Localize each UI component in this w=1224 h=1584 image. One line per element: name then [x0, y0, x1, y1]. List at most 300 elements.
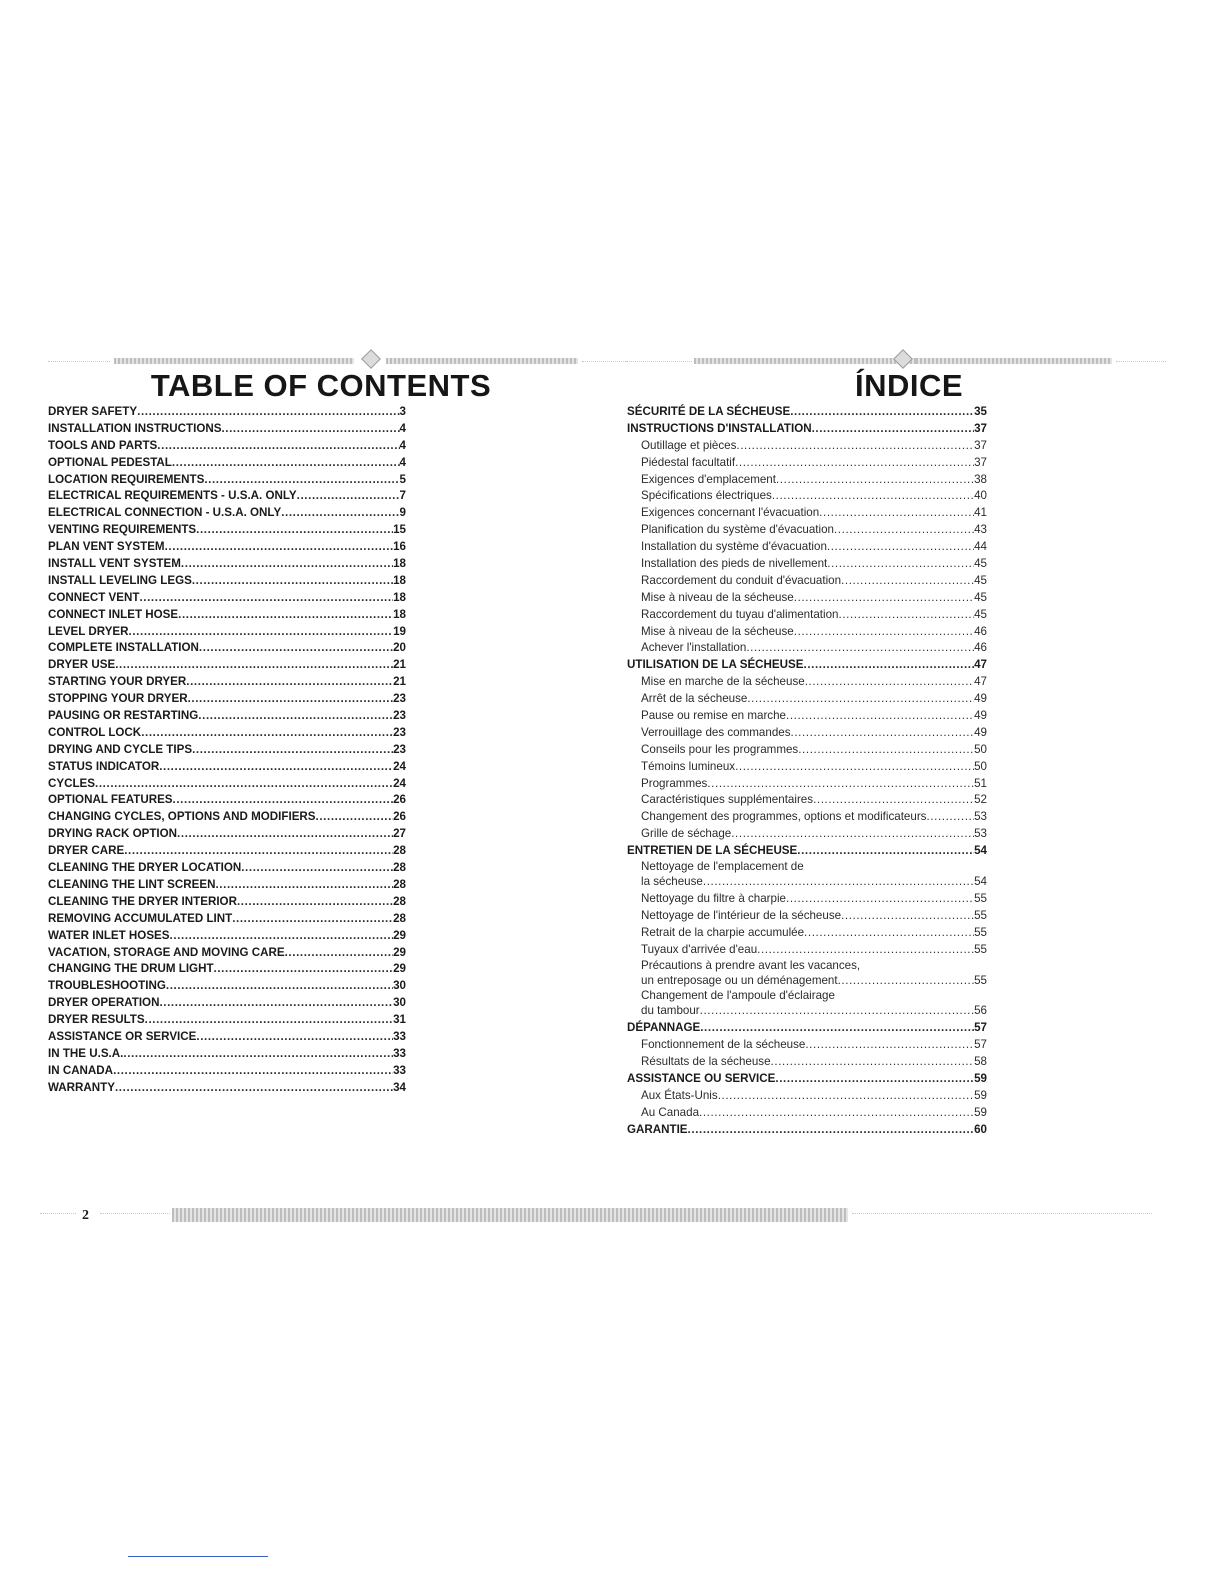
toc-entry-label: ASSISTANCE OU SERVICE	[627, 1071, 776, 1085]
dot-leader	[199, 640, 393, 657]
toc-entry-label: STOPPING YOUR DRYER	[48, 692, 188, 706]
toc-entry[interactable]	[627, 792, 987, 809]
toc-entry[interactable]	[48, 742, 406, 759]
toc-entry-page: 23	[393, 742, 406, 756]
toc-entry[interactable]	[48, 590, 406, 607]
toc-entry-page: 28	[393, 894, 406, 908]
dot-leader	[204, 472, 399, 489]
toc-entry-label: Témoins lumineux	[641, 759, 736, 773]
dot-leader	[794, 590, 974, 607]
toc-entry-page: 55	[974, 925, 987, 939]
toc-entry[interactable]	[48, 438, 406, 455]
toc-entry[interactable]	[627, 942, 987, 959]
toc-entry-page: 5	[399, 472, 406, 486]
toc-entry[interactable]	[48, 556, 406, 573]
toc-entry-page: 18	[393, 573, 406, 587]
dot-leader	[798, 742, 974, 759]
toc-entry-page: 55	[974, 942, 987, 956]
toc-entry-label: DRYING RACK OPTION	[48, 827, 178, 841]
toc-entry-label: ELECTRICAL REQUIREMENTS - U.S.A. ONLY	[48, 489, 297, 503]
toc-entry-page: 31	[393, 1013, 406, 1027]
toc-entry-page: 55	[974, 891, 987, 905]
toc-entry-page: 46	[974, 624, 987, 638]
toc-entry-label: un entreposage ou un déménagement	[641, 973, 838, 987]
dot-leader	[215, 877, 393, 894]
toc-entry-label: ENTRETIEN DE LA SÉCHEUSE	[627, 844, 798, 858]
toc-entry-label: INSTRUCTIONS D'INSTALLATION	[627, 421, 812, 435]
dot-leader	[776, 472, 974, 489]
toc-entry-page: 45	[974, 590, 987, 604]
dot-leader	[141, 725, 393, 742]
dot-leader	[812, 421, 975, 438]
dot-leader	[237, 894, 393, 911]
toc-entry[interactable]	[627, 874, 987, 891]
toc-entry[interactable]	[48, 826, 406, 843]
toc-entry-label: INSTALL VENT SYSTEM	[48, 557, 181, 571]
toc-entry-page: 47	[974, 658, 987, 672]
toc-entry[interactable]	[627, 674, 987, 691]
toc-entry-label: CLEANING THE DRYER LOCATION	[48, 861, 242, 875]
toc-entry-first-line[interactable]: Nettoyage de l'emplacement de	[641, 860, 804, 874]
toc-entry-label: STATUS INDICATOR	[48, 759, 160, 773]
toc-entry[interactable]	[627, 1071, 987, 1088]
toc-entry-page: 53	[974, 810, 987, 824]
toc-entry-page: 50	[974, 742, 987, 756]
toc-entry-page: 28	[393, 844, 406, 858]
toc-entry-page: 58	[974, 1055, 987, 1069]
toc-entry[interactable]	[48, 877, 406, 894]
dot-leader	[688, 1122, 975, 1139]
toc-entry[interactable]	[627, 742, 987, 759]
toc-entry-label: INSTALLATION INSTRUCTIONS	[48, 421, 222, 435]
toc-entry[interactable]	[48, 928, 406, 945]
dot-leader	[285, 945, 393, 962]
toc-entry[interactable]	[48, 1046, 406, 1063]
toc-entry[interactable]	[627, 826, 987, 843]
toc-entry[interactable]	[627, 1037, 987, 1054]
toc-entry-page: 29	[393, 945, 406, 959]
toc-entry[interactable]	[48, 759, 406, 776]
dot-leader	[196, 1029, 393, 1046]
dot-leader	[137, 404, 399, 421]
dot-leader	[731, 826, 974, 843]
toc-entry-label: STARTING YOUR DRYER	[48, 675, 187, 689]
dot-leader	[241, 860, 393, 877]
toc-entry[interactable]	[627, 472, 987, 489]
toc-entry[interactable]	[48, 674, 406, 691]
toc-entry[interactable]	[627, 421, 987, 438]
toc-entry-page: 24	[393, 759, 406, 773]
toc-entry-page: 41	[974, 506, 987, 520]
toc-entry[interactable]	[627, 556, 987, 573]
toc-entry-label: Achever l'installation	[641, 641, 747, 655]
toc-entry[interactable]	[627, 1105, 987, 1122]
toc-entry-page: 30	[393, 979, 406, 993]
toc-entry-label: ASSISTANCE OR SERVICE	[48, 1029, 197, 1043]
dot-leader	[159, 759, 393, 776]
dot-leader	[181, 556, 393, 573]
dot-leader	[746, 640, 974, 657]
toc-entry[interactable]	[48, 843, 406, 860]
toc-entry-page: 23	[393, 709, 406, 723]
toc-entry[interactable]	[627, 843, 987, 860]
dot-leader	[718, 1088, 974, 1105]
toc-entry-label: Programmes	[641, 776, 708, 790]
toc-entry[interactable]	[48, 573, 406, 590]
toc-entry-label: DRYER RESULTS	[48, 1013, 145, 1027]
toc-entry-label: Conseils pour les programmes	[641, 742, 799, 756]
dot-leader	[747, 691, 974, 708]
dot-leader	[173, 792, 394, 809]
toc-entry[interactable]	[48, 945, 406, 962]
toc-entry-page: 46	[974, 641, 987, 655]
toc-entry-label: DRYER USE	[48, 658, 116, 672]
dot-leader	[703, 874, 974, 891]
table-of-contents-title: TABLE OF CONTENTS	[150, 368, 492, 403]
toc-entry-page: 35	[974, 405, 987, 418]
toc-entry[interactable]	[627, 438, 987, 455]
toc-entry-page: 9	[399, 506, 406, 520]
toc-entry[interactable]	[627, 573, 987, 590]
toc-entry-page: 7	[399, 489, 406, 503]
toc-entry[interactable]	[48, 522, 406, 539]
toc-entry-page: 45	[974, 607, 987, 621]
dot-leader	[841, 573, 974, 590]
dot-leader	[115, 1080, 393, 1097]
toc-entry[interactable]	[627, 908, 987, 925]
dot-leader	[805, 674, 974, 691]
toc-entry[interactable]	[48, 978, 406, 995]
toc-entry-label: Spécifications électriques	[641, 489, 772, 503]
toc-entry[interactable]	[48, 961, 406, 978]
dot-leader	[804, 925, 974, 942]
toc-entry-label: SÉCURITÉ DE LA SÉCHEUSE	[627, 405, 791, 418]
toc-entry-label: REMOVING ACCUMULATED LINT	[48, 911, 233, 925]
toc-entry-page: 28	[393, 877, 406, 891]
toc-entry[interactable]	[48, 809, 406, 826]
toc-entry[interactable]	[48, 640, 406, 657]
toc-entry-page: 26	[393, 810, 406, 824]
dot-leader	[165, 539, 393, 556]
toc-entry-page: 18	[393, 557, 406, 571]
toc-entry-page: 59	[974, 1088, 987, 1102]
toc-entry[interactable]	[48, 657, 406, 674]
dot-leader	[188, 691, 394, 708]
toc-entry[interactable]	[627, 640, 987, 657]
toc-entry-page: 60	[974, 1122, 987, 1136]
toc-entry[interactable]	[627, 488, 987, 505]
dot-leader	[786, 708, 974, 725]
dot-leader	[186, 674, 393, 691]
toc-entry-label: Mise en marche de la sécheuse	[641, 675, 805, 689]
toc-entry-page: 28	[393, 911, 406, 925]
toc-entry-page: 37	[974, 438, 987, 452]
dot-leader	[192, 742, 393, 759]
toc-entry-page: 33	[393, 1046, 406, 1060]
toc-entry[interactable]	[48, 472, 406, 489]
toc-entry-label: Outillage et pièces	[641, 438, 737, 452]
dot-leader	[316, 809, 394, 826]
dot-leader	[699, 1105, 974, 1122]
dot-leader	[838, 973, 974, 990]
toc-entry-label: LEVEL DRYER	[48, 624, 129, 638]
toc-entry-first-line[interactable]: Précautions à prendre avant les vacances,	[641, 958, 861, 972]
dot-leader	[221, 421, 399, 438]
toc-entry[interactable]	[48, 792, 406, 809]
toc-entry[interactable]	[48, 607, 406, 624]
toc-entry[interactable]	[48, 505, 406, 522]
toc-entry-page: 37	[974, 455, 987, 469]
toc-entry-label: Mise à niveau de la sécheuse	[641, 590, 794, 604]
toc-entry[interactable]	[627, 590, 987, 607]
toc-entry[interactable]	[48, 725, 406, 742]
toc-entry[interactable]	[48, 776, 406, 793]
dot-leader	[700, 1003, 974, 1020]
toc-entry-page: 29	[393, 962, 406, 976]
dot-leader	[232, 911, 393, 928]
toc-entry-label: Changement des programmes, options et modificateurs	[641, 810, 927, 824]
dot-leader	[791, 725, 975, 742]
dot-leader	[786, 891, 974, 908]
toc-entry[interactable]	[627, 505, 987, 522]
dot-leader	[735, 759, 974, 776]
toc-entry-label: LOCATION REQUIREMENTS	[48, 472, 205, 486]
toc-entry-page: 4	[399, 421, 406, 435]
toc-entry-page: 59	[974, 1071, 987, 1085]
toc-entry[interactable]	[627, 1088, 987, 1105]
toc-entry-label: IN CANADA	[48, 1063, 114, 1077]
toc-entry-page: 49	[974, 725, 987, 739]
toc-entry-page: 49	[974, 709, 987, 723]
toc-entry-page: 24	[393, 776, 406, 790]
toc-entry-page: 33	[393, 1063, 406, 1077]
toc-entry-label: OPTIONAL PEDESTAL	[48, 455, 172, 469]
dot-leader	[192, 573, 393, 590]
dot-leader	[129, 624, 394, 641]
dot-leader	[214, 961, 394, 978]
toc-entry[interactable]	[627, 1003, 987, 1020]
page-number: 2	[82, 1208, 89, 1223]
toc-entry-label: Arrêt de la sécheuse	[641, 692, 748, 706]
toc-entry[interactable]	[627, 607, 987, 624]
toc-entry-page: 29	[393, 928, 406, 942]
toc-entry-label: CLEANING THE DRYER INTERIOR	[48, 894, 237, 908]
toc-entry[interactable]	[627, 657, 987, 674]
toc-entry-label: Installation du système d'évacuation	[641, 540, 827, 554]
dot-leader	[159, 995, 393, 1012]
dot-leader	[178, 607, 393, 624]
toc-entry-label: VENTING REQUIREMENTS	[48, 523, 197, 537]
dot-leader	[757, 942, 974, 959]
toc-entry[interactable]	[627, 624, 987, 641]
toc-entry-label: DRYER CARE	[48, 844, 125, 858]
toc-entry-label: UTILISATION DE LA SÉCHEUSE	[627, 658, 804, 672]
toc-entry-page: 27	[393, 827, 406, 841]
toc-entry-label: CHANGING CYCLES, OPTIONS AND MODIFIERS	[48, 810, 316, 824]
dot-leader	[772, 488, 974, 505]
toc-entry-label: Tuyaux d'arrivée d'eau	[641, 942, 758, 956]
toc-entry-page: 37	[974, 421, 987, 435]
toc-entry-page: 15	[393, 523, 406, 537]
toc-entry-page: 47	[974, 675, 987, 689]
dot-leader	[177, 826, 393, 843]
toc-entry[interactable]	[627, 891, 987, 908]
toc-entry-label: Fonctionnement de la sécheuse	[641, 1038, 806, 1052]
toc-entry-page: 45	[974, 557, 987, 571]
toc-entry[interactable]	[48, 488, 406, 505]
toc-entry-page: 57	[974, 1021, 987, 1035]
toc-entry-page: 55	[974, 908, 987, 922]
toc-entry[interactable]	[48, 1029, 406, 1046]
footer-link-rule	[128, 1556, 268, 1557]
toc-entry-page: 23	[393, 692, 406, 706]
toc-entry-page: 21	[393, 675, 406, 689]
toc-entry-label: du tambour	[641, 1004, 700, 1018]
toc-entry[interactable]	[627, 1122, 987, 1139]
dot-leader	[827, 539, 974, 556]
left-header-ornament	[48, 354, 588, 366]
toc-entry-label: CYCLES	[48, 776, 96, 790]
toc-entry-label: CONTROL LOCK	[48, 725, 142, 739]
toc-entry[interactable]	[48, 539, 406, 556]
toc-entry-label: TOOLS AND PARTS	[48, 438, 158, 452]
toc-entry-label: DÉPANNAGE	[627, 1021, 701, 1035]
toc-entry[interactable]	[48, 995, 406, 1012]
toc-entry[interactable]	[627, 1054, 987, 1071]
toc-entry[interactable]	[48, 1012, 406, 1029]
toc-entry[interactable]	[48, 860, 406, 877]
toc-entry[interactable]	[627, 973, 987, 990]
toc-entry[interactable]	[48, 911, 406, 928]
toc-entry-page: 45	[974, 573, 987, 587]
dot-leader	[281, 505, 399, 522]
dot-leader	[297, 488, 400, 505]
toc-entry-page: 18	[393, 607, 406, 621]
toc-entry-page: 18	[393, 590, 406, 604]
french-table-of-contents	[627, 404, 987, 1139]
toc-entry-page: 19	[393, 624, 406, 638]
toc-entry-page: 4	[399, 455, 406, 469]
toc-entry[interactable]	[627, 691, 987, 708]
toc-entry-page: 30	[393, 996, 406, 1010]
toc-entry-page: 16	[393, 540, 406, 554]
dot-leader	[115, 657, 393, 674]
dot-leader	[735, 455, 974, 472]
toc-entry-page: 56	[974, 1004, 987, 1018]
toc-entry-label: PAUSING OR RESTARTING	[48, 709, 199, 723]
toc-entry[interactable]	[48, 708, 406, 725]
dot-leader	[839, 607, 975, 624]
toc-entry[interactable]	[627, 759, 987, 776]
toc-entry-label: CHANGING THE DRUM LIGHT	[48, 962, 214, 976]
dot-leader	[145, 1012, 393, 1029]
english-table-of-contents	[48, 404, 406, 1097]
toc-entry-page: 28	[393, 861, 406, 875]
toc-entry-page: 3	[399, 405, 406, 418]
dot-leader	[804, 657, 975, 674]
dot-leader	[736, 438, 974, 455]
right-header-ornament	[626, 354, 1166, 366]
toc-entry-first-line[interactable]: Changement de l'ampoule d'éclairage	[641, 989, 835, 1003]
toc-entry-label: Résultats de la sécheuse	[641, 1055, 771, 1069]
dot-leader	[805, 1037, 974, 1054]
toc-entry[interactable]	[48, 1080, 406, 1097]
toc-entry[interactable]	[48, 455, 406, 472]
toc-entry-label: INSTALL LEVELING LEGS	[48, 573, 192, 587]
toc-entry-label: Nettoyage de l'intérieur de la sécheuse	[641, 908, 842, 922]
toc-entry[interactable]	[48, 624, 406, 641]
toc-entry-label: Mise à niveau de la sécheuse	[641, 624, 794, 638]
dot-leader	[170, 928, 394, 945]
toc-entry-label: Verrouillage des commandes	[641, 725, 791, 739]
toc-entry-label: WATER INLET HOSES	[48, 928, 170, 942]
toc-entry[interactable]	[627, 776, 987, 793]
toc-entry[interactable]	[627, 455, 987, 472]
toc-entry-page: 38	[974, 472, 987, 486]
indice-title: ÍNDICE	[854, 368, 964, 403]
toc-entry-label: IN THE U.S.A.	[48, 1046, 124, 1060]
dot-leader	[775, 1071, 974, 1088]
toc-entry[interactable]	[627, 708, 987, 725]
toc-entry-page: 54	[974, 844, 987, 858]
toc-entry-label: COMPLETE INSTALLATION	[48, 641, 199, 655]
diamond-ornament-icon	[893, 349, 913, 369]
toc-entry[interactable]	[627, 809, 987, 826]
toc-entry-label: Exigences d'emplacement	[641, 472, 776, 486]
toc-entry[interactable]	[627, 925, 987, 942]
dot-leader	[124, 843, 393, 860]
toc-entry-page: 59	[974, 1105, 987, 1119]
toc-entry-page: 34	[393, 1080, 406, 1094]
toc-entry-label: CONNECT VENT	[48, 590, 140, 604]
toc-entry-label: VACATION, STORAGE AND MOVING CARE	[48, 945, 285, 959]
toc-entry[interactable]	[48, 404, 406, 421]
toc-entry[interactable]	[627, 1020, 987, 1037]
toc-entry[interactable]	[627, 522, 987, 539]
toc-entry-page: 20	[393, 641, 406, 655]
dot-leader	[95, 776, 393, 793]
dot-leader	[700, 1020, 974, 1037]
toc-entry[interactable]	[48, 894, 406, 911]
dot-leader	[196, 522, 393, 539]
dot-leader	[797, 843, 974, 860]
toc-entry[interactable]	[627, 539, 987, 556]
dot-leader	[794, 624, 974, 641]
toc-entry-page: 52	[974, 793, 987, 807]
toc-entry-label: Exigences concernant l'évacuation	[641, 506, 820, 520]
toc-entry-page: 33	[393, 1029, 406, 1043]
dot-leader	[157, 438, 399, 455]
toc-entry-label: TROUBLESHOOTING	[48, 979, 166, 993]
dot-leader	[790, 404, 974, 421]
toc-entry-label: Grille de séchage	[641, 827, 732, 841]
toc-entry-label: Aux États-Unis	[641, 1088, 718, 1102]
dot-leader	[166, 978, 393, 995]
toc-entry[interactable]	[627, 725, 987, 742]
toc-entry[interactable]	[48, 1063, 406, 1080]
toc-entry-page: 4	[399, 438, 406, 452]
toc-entry-label: CLEANING THE LINT SCREEN	[48, 877, 216, 891]
toc-entry-page: 49	[974, 692, 987, 706]
toc-entry[interactable]	[627, 404, 987, 421]
toc-entry[interactable]	[48, 691, 406, 708]
toc-entry-label: DRYER OPERATION	[48, 996, 160, 1010]
dot-leader	[813, 792, 974, 809]
toc-entry-label: Caractéristiques supplémentaires	[641, 793, 814, 807]
toc-entry[interactable]	[48, 421, 406, 438]
toc-entry-label: Piédestal facultatif	[641, 455, 736, 469]
toc-entry-label: Raccordement du conduit d'évacuation	[641, 573, 842, 587]
